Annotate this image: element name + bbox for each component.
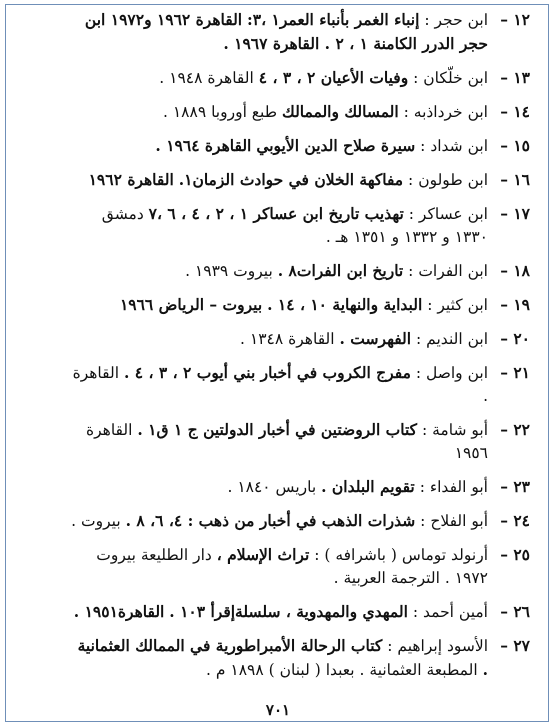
- reference-text: [68, 361, 488, 408]
- reference-author: أبو الفلاح :: [420, 512, 488, 530]
- reference-list: [68, 8, 530, 692]
- reference-publication: القاهرة ١٣٤٨ .: [240, 330, 335, 348]
- reference-title: الفهرست .: [339, 329, 412, 348]
- reference-author: الأسود إبراهيم :: [387, 637, 488, 655]
- reference-title: كتاب الروضتين في أخبار الدولتين ج ١ ق١ .: [137, 420, 418, 439]
- reference-author: أرنولد توماس ( باشرافه ) :: [314, 546, 488, 564]
- reference-title: تهذيب تاريخ ابن عساكر ١ ، ٢ ، ٤ ، ٦ ،٧: [148, 204, 404, 223]
- reference-author: ابن كثير :: [427, 296, 488, 314]
- reference-number: ٢٣ –: [500, 477, 530, 496]
- reference-number: ١٤ –: [500, 102, 530, 121]
- reference-publication: المطبعة العثمانية . بعبدا ( لبنان ) ١٨٩٨ م .: [206, 661, 478, 679]
- reference-text: [68, 168, 488, 192]
- reference-publication: باريس ١٨٤٠ .: [227, 478, 317, 496]
- reference-text: [68, 293, 488, 317]
- reference-title: تقويم البلدان .: [321, 477, 415, 496]
- reference-publication: القاهرة ١٩٦٢: [88, 170, 174, 189]
- reference-text: [68, 475, 488, 499]
- reference-publication: القاهرة ١٩٦٢ و١٩٧٢ ابن حجر الدرر الكامنة ١ ، ٢ . القاهرة ١٩٦٧ .: [84, 10, 488, 53]
- reference-number: ١٩ –: [500, 295, 530, 314]
- reference-author: ابن النديم :: [416, 330, 488, 348]
- reference-text: [68, 600, 488, 624]
- reference-title: تراث الإسلام ،: [216, 545, 310, 564]
- reference-number: ١٨ –: [500, 261, 530, 280]
- reference-title: المسالك والممالك: [282, 102, 399, 121]
- reference-publication: القاهرة .: [72, 364, 488, 405]
- reference-item: [68, 168, 530, 192]
- reference-title: وفيات الأعيان ٢ ، ٣ ، ٤: [258, 68, 409, 87]
- reference-author: ابن الفرات :: [408, 262, 488, 280]
- reference-text: [68, 8, 488, 56]
- reference-text: [68, 202, 488, 249]
- reference-author: ابن عساكر :: [408, 205, 488, 223]
- reference-author: أبو الفداء :: [419, 478, 488, 496]
- reference-title: البداية والنهاية ١٠ ، ١٤ .: [267, 295, 423, 314]
- reference-item: [68, 543, 530, 590]
- reference-item: [68, 418, 530, 465]
- reference-number: ١٣ –: [500, 68, 530, 87]
- reference-item: [68, 600, 530, 624]
- reference-text: [68, 418, 488, 465]
- reference-publication: القاهرة ١٩٤٨ .: [159, 69, 254, 87]
- reference-author: ابن خلّكان :: [413, 69, 488, 87]
- reference-title: إنباء الغمر بأنباء العمر١ ،٣:: [247, 10, 420, 29]
- reference-number: ٢٦ –: [500, 602, 530, 621]
- reference-text: [68, 327, 488, 351]
- reference-item: [68, 509, 530, 533]
- reference-number: ١٢ –: [500, 10, 530, 29]
- reference-number: ٢٢ –: [500, 420, 530, 439]
- reference-publication: بيروت – الرياض ١٩٦٦: [119, 295, 263, 314]
- reference-publication: القاهرة ١٩٦٤ .: [155, 136, 252, 155]
- reference-number: ٢١ –: [500, 363, 530, 382]
- reference-author: ابن حجر :: [424, 11, 488, 29]
- reference-number: ٢٠ –: [500, 329, 530, 348]
- reference-number: ١٦ –: [500, 170, 530, 189]
- reference-author: أمين أحمد :: [412, 603, 488, 621]
- reference-item: [68, 134, 530, 158]
- reference-item: [68, 475, 530, 499]
- reference-title: المهدي والمهدوية ، سلسلةإقرأ ١٠٣ .: [169, 602, 408, 621]
- reference-author: أبو شامة :: [421, 421, 488, 439]
- reference-number: ١٧ –: [500, 204, 530, 223]
- reference-item: [68, 66, 530, 90]
- reference-item: [68, 100, 530, 124]
- reference-author: ابن واصل :: [415, 364, 488, 382]
- reference-text: [68, 259, 488, 283]
- reference-item: [68, 259, 530, 283]
- reference-title: تاريخ ابن الفرات٨ .: [277, 261, 404, 280]
- reference-publication: دمشق ١٣٣٠ و ١٣٣٢ و ١٣٥١ هـ .: [101, 205, 488, 246]
- reference-number: ٢٥ –: [500, 545, 530, 564]
- reference-publication: بيروت ١٩٣٩ .: [185, 262, 273, 280]
- reference-title: مفاكهة الخلان في حوادث الزمان١.: [178, 170, 404, 189]
- reference-text: [68, 66, 488, 90]
- reference-text: [68, 134, 488, 158]
- reference-publication: القاهرة١٩٥١ .: [73, 602, 165, 621]
- reference-text: [68, 100, 488, 124]
- reference-title: مفرج الكروب في أخبار بني أيوب ٢ ، ٣ ، ٤ .: [123, 363, 411, 382]
- reference-item: [68, 202, 530, 249]
- reference-author: ابن شداد :: [420, 137, 488, 155]
- reference-publication: طبع أوروبا ١٨٨٩ .: [162, 103, 278, 121]
- reference-title: كتاب الرحالة الأمبراطورية في الممالك العثمانية .: [77, 636, 488, 679]
- reference-author: ابن طولون :: [408, 171, 488, 189]
- reference-item: [68, 327, 530, 351]
- reference-text: [68, 509, 488, 533]
- reference-item: [68, 8, 530, 56]
- reference-text: [68, 543, 488, 590]
- reference-text: [68, 634, 488, 682]
- reference-author: ابن خرداذبه :: [403, 103, 488, 121]
- reference-item: [68, 293, 530, 317]
- page-number: ٧٠١: [265, 701, 291, 719]
- reference-title: سيرة صلاح الدين الأيوبي: [256, 136, 416, 155]
- reference-title: شذرات الذهب في أخبار من ذهب : ٤، ٦، ٨ .: [125, 511, 416, 530]
- reference-publication: بيروت .: [71, 512, 121, 530]
- reference-number: ١٥ –: [500, 136, 530, 155]
- reference-publication: دار الطليعة بيروت ١٩٧٢ . الترجمة العربية .: [96, 546, 488, 587]
- reference-number: ٢٤ –: [500, 511, 530, 530]
- reference-item: [68, 634, 530, 682]
- reference-item: [68, 361, 530, 408]
- reference-publication: القاهرة ١٩٥٦: [85, 421, 488, 462]
- reference-number: ٢٧ –: [500, 636, 530, 655]
